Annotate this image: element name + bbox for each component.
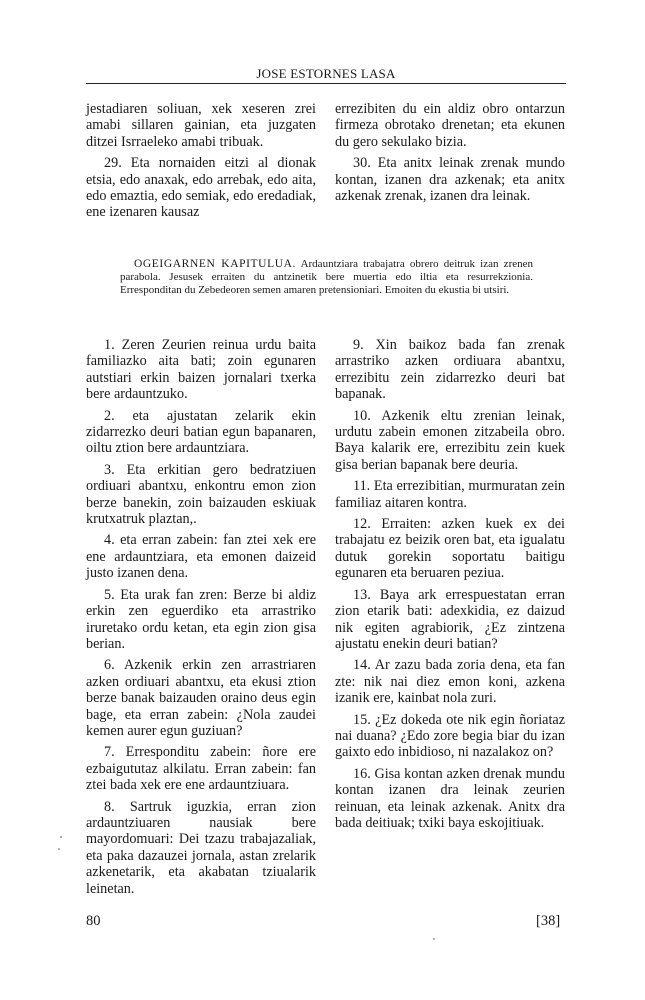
- verse-12: 12. Erraiten: azken kuek ex dei trabajatu ez beizik oren bat, eta igualatu dutuk gorekin soportatu baitigu egunaren eta beruaren peziua.: [335, 516, 565, 582]
- running-head: JOSE ESTORNES LASA: [256, 66, 396, 81]
- header-rule: [86, 83, 566, 84]
- paragraph: 30. Eta anitx leinak zrenak mundo kontan, izanen dra azkenak; eta anitx azkenak zrenak, izanen dra leinak.: [335, 155, 565, 205]
- verse-9: 9. Xin baikoz bada fan zrenak arrastriko azken ordiuara abantxu, errezibitu zein zidarrezko deuri bat bapanak.: [335, 337, 565, 403]
- top-left-column: [86, 101, 316, 221]
- verse-14: 14. Ar zazu bada zoria dena, eta fan zte: nik nai diez emon koni, azkena izanik ere, kainbat nola zuri.: [335, 657, 565, 707]
- page-number-bracketed: [38]: [536, 913, 561, 929]
- verse-6: 6. Azkenik erkin zen arrastriaren azken ordiuari abantxu, eta ekusi ztion berze banak baizauden oraino deus egin bage, eta erran zabein: ¿Nola zaudei kemen aurer egun guziuan?: [86, 657, 316, 739]
- paragraph: 29. Eta nornaiden eitzi al dionak etsia, edo anaxak, edo arrebak, edo aita, edo emaztia, edo semiak, edo eredadiak, ene izenaren kausaz: [86, 155, 316, 221]
- verse-10: 10. Azkenik eltu zrenian leinak, urdutu zabein emonen zitzabeila obro. Baya kalarik ere, errezibitu zein kuek gisa berian bapanak bere deuria.: [335, 407, 565, 473]
- chapter-title: OGEIGARNEN KAPITULUA.: [134, 258, 296, 270]
- scan-speck: [60, 836, 62, 838]
- chapter-summary: [120, 258, 533, 297]
- bottom-right-column: [335, 337, 565, 831]
- verse-5: 5. Eta urak fan zren: Berze bi aldiz erkin zen eguerdiko eta arrastriko iruretako ordu ketan, eta egin zion gisa berian.: [86, 586, 316, 652]
- verse-7: 7. Erresponditu zabein: ñore ere ezbaigututaz alkilatu. Erran zabein: fan ztei bada xek ere ene ardauntziuara.: [86, 744, 316, 794]
- scan-speck: [58, 848, 60, 850]
- verse-3: 3. Eta erkitian gero bedratziuen ordiuari abantxu, enkontru emon zion berze banekin, zoin baizauden eskiuak krutxatruk plaztan,.: [86, 461, 316, 528]
- verse-1: 1. Zeren Zeurien reinua urdu baita familiazko aita bati; zoin egunaren autstiari erkin baizen jornalari txerka bere ardauntzuko.: [86, 337, 316, 403]
- scan-speck: [433, 938, 435, 940]
- verse-4: 4. eta erran zabein: fan ztei xek ere ene ardauntziara, eta emonen daizeid justo izanen dena.: [86, 532, 316, 582]
- chapter-summary-text: Ardauntziara trabajatra obrero deitruk izan zrenen parabola. Jesusek erraiten du antzinetik bere muertia edo iltia eta resurrekzionia. Erresponditan du Zebedeoren semen amaren pretensioniari. Emoiten du ekustia bi utsiri.: [120, 258, 533, 296]
- paragraph: jestadiaren soliuan, xek xeseren zrei amabi sillaren gainian, eta juzgaten ditzei Isrraeleko amabi tribuak.: [86, 101, 316, 150]
- paragraph: errezibiten du ein aldiz obro ontarzun firmeza obrotako drenetan; eta ekunen du gero sekulako bizia.: [335, 101, 565, 150]
- verse-16: 16. Gisa kontan azken drenak mundu kontan izanen dra leinak zeurien reinuan, eta leinak azkenak. Anitx dra bada deitiuak; txiki baya eskojitiuak.: [335, 765, 565, 831]
- verse-15: 15. ¿Ez dokeda ote nik egin ñoriataz nai duana? ¿Edo zore begia biar du izan gaixto edo inbidioso, ni nazalakoz on?: [335, 711, 565, 761]
- verse-13: 13. Baya ark errespuestatan erran zion etarik bati: adexkidia, ez daizud nik egiten agrabiorik, ¿Ez zintzena ajustatu enekin deuri batian?: [335, 586, 565, 652]
- page-number: 80: [86, 913, 101, 929]
- verse-11: 11. Eta errezibitian, murmuratan zein familiaz aitaren kontra.: [335, 478, 565, 511]
- verse-2: 2. eta ajustatan zelarik ekin zidarrezko deuri batian egun bapanaren, oiltu ztion bere ardauntziara.: [86, 407, 316, 457]
- verse-8: 8. Sartruk iguzkia, erran zion ardauntziuaren nausiak bere mayordomuari: Dei tzazu trabajazaliak, eta paka dazauzei jornala, astan zrelarik azkenetarik, eta akabatan tziualarik leinetan.: [86, 798, 316, 897]
- top-right-column: [335, 101, 565, 204]
- bottom-left-column: [86, 337, 316, 897]
